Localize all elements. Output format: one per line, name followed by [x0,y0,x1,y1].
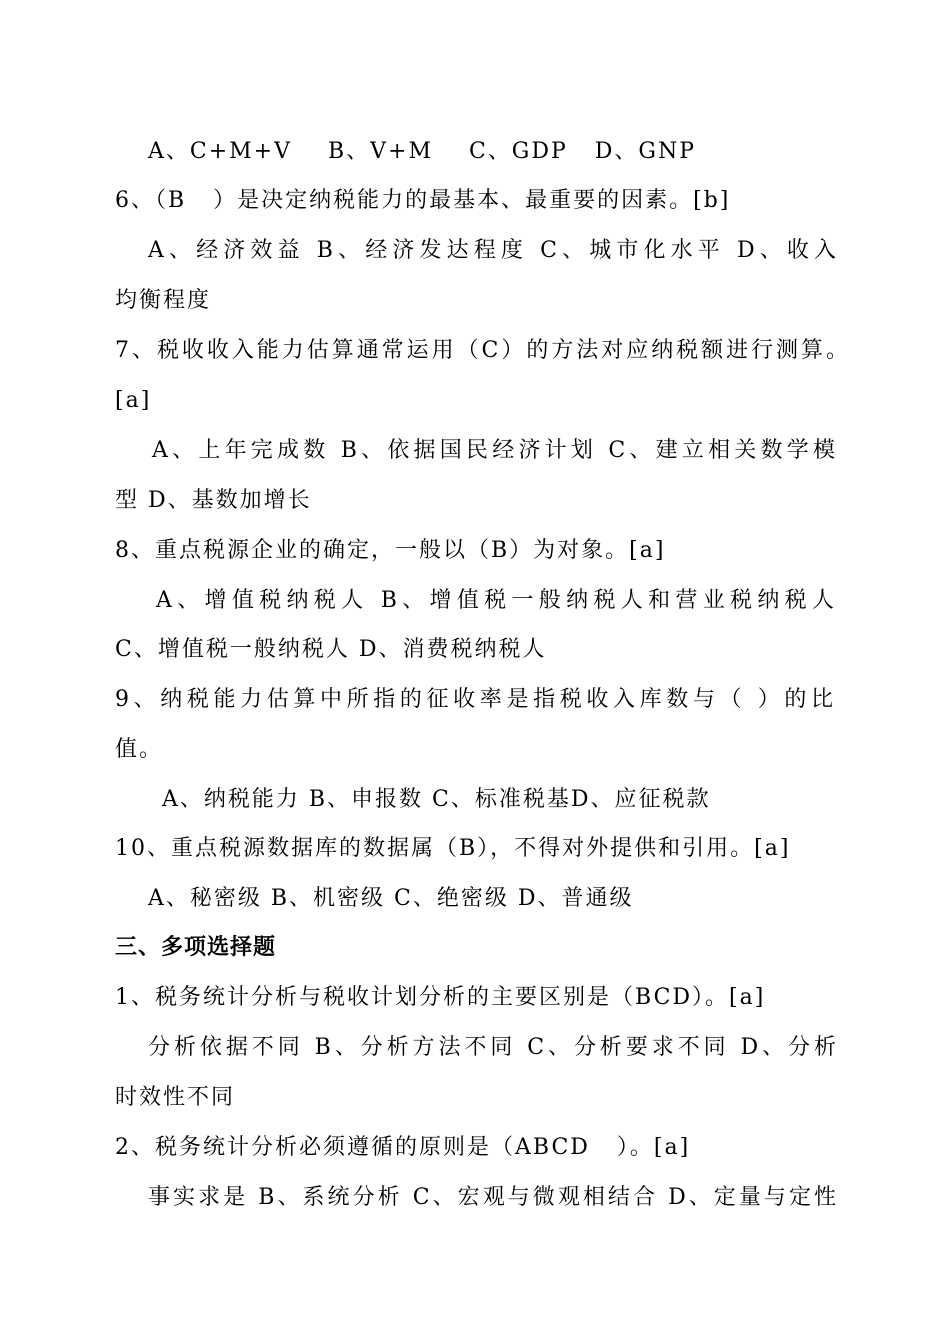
q6-options-cont: 均衡程度 [115,288,212,313]
q10-options: A、秘密级 B、机密级 C、绝密级 D、普通级 [148,886,634,911]
q10-question: 10、重点税源数据库的数据属（B），不得对外提供和引用。[a] [115,836,791,861]
section-heading: 三、多项选择题 [115,935,277,960]
q9-question-cont: 值。 [115,737,164,762]
q7-level: [a] [115,388,152,413]
mq1-options: 分析依据不同 B、分析方法不同 C、分析要求不同 D、分析 [148,1035,838,1060]
mq1-options-cont: 时效性不同 [115,1085,236,1110]
q7-options-cont: 型 D、基数加增长 [115,488,312,513]
q5-options: A、C+M+V B、V+M C、GDP D、GNP [148,139,697,164]
q8-question: 8、重点税源企业的确定，一般以（B）为对象。[a] [115,538,666,563]
q6-options: A、经济效益 B、经济发达程度 C、城市化水平 D、收入 [148,238,838,263]
q8-options-cont: C、增值税一般纳税人 D、消费税纳税人 [115,637,547,662]
q7-options: A、上年完成数 B、依据国民经济计划 C、建立相关数学模 [152,438,837,463]
q9-options: A、纳税能力 B、申报数 C、标准税基D、应征税款 [162,787,711,812]
q6-question: 6、（B ）是决定纳税能力的最基本、最重要的因素。[b] [115,188,731,213]
q9-question: 9、纳税能力估算中所指的征收率是指税收入库数与（ ）的比 [115,687,835,712]
q7-question: 7、税收收入能力估算通常运用（C）的方法对应纳税额进行测算。 [115,338,850,363]
mq2-options: 事实求是 B、系统分析 C、宏观与微观相结合 D、定量与定性 [148,1185,838,1210]
mq2-question: 2、税务统计分析必须遵循的原则是（ABCD ）。[a] [115,1135,691,1160]
mq1-question: 1、税务统计分析与税收计划分析的主要区别是（BCD）。[a] [115,985,766,1010]
q8-options: A、增值税纳税人 B、增值税一般纳税人和营业税纳税人 [156,588,836,613]
